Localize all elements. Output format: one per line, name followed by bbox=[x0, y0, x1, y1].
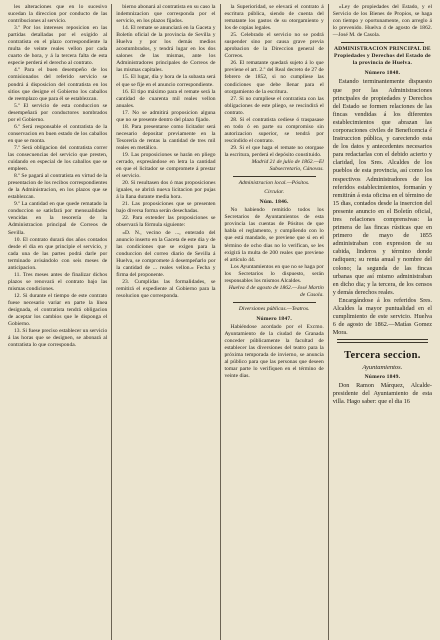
paragraph: 17. No se admitirá proposicion alguna que no se presente dentro del plazo fijado. bbox=[116, 109, 216, 123]
paragraph: 15. El lugar, dia y hora de la subasta será el que se fije en el anuncio correspondiente. bbox=[116, 74, 216, 88]
notice-body bbox=[333, 78, 432, 337]
paragraph: bierno abonará al contratista en su caso la indemnizacion que corresponda por el servicio, en los plazos fijados. bbox=[116, 4, 216, 25]
paragraph: 16. El tipo máximo para el remate será la cantidad de cuarenta mil reales vellon anuales. bbox=[116, 88, 216, 109]
paragraph: 11. Tres meses antes de finalizar dichos plazos se renovará el contrato bajo las mismas condiciones. bbox=[8, 271, 108, 292]
paragraph: No habiendo remitido todos los Secretarios de Ayuntamientos de esta provincia las cuentas de Pósitos de que habla el reglamento, y cumpliendo con lo que está mandado, se previene que si en el término de ocho dias no lo verifican, se les exigirá la multa de 200 reales que previene el artículo 44. bbox=[224, 207, 324, 263]
notice-body bbox=[333, 382, 432, 406]
section-title: Tercera seccion. bbox=[344, 349, 421, 361]
paragraph: 20. Si resultasen dos ó mas proposiciones iguales, se abrirá nueva licitacion por pujas á la llana durante media hora. bbox=[116, 180, 216, 201]
paragraph: 14. El remate se anunciará en la Gaceta y Boletín oficial de la provincia de Sevilla y Huelva y por los demás medios acostumbrados, y tendrá lugar en los dos salones de las mismas, ante los Administradores principales de Correos de las mismas capitales. bbox=[116, 25, 216, 74]
double-divider bbox=[337, 339, 428, 343]
paragraph: Los Ayuntamientos en que no se haga por los Secretarios lo dispuesto, serán responsables los mismos Alcaldes. bbox=[224, 263, 324, 284]
paragraph: 12. Si durante el tiempo de este contrato fuese necesario variar en parte la línea designada, el contratista tendrá obligacion de aceptar los cambios que le disponga el Gobierno. bbox=[8, 292, 108, 328]
paragraph: 5.º El servicio de esta conduccion se desempeñará por conductores nombrados por el Gobierno. bbox=[8, 102, 108, 123]
section-heading: ADMINISTRACION PRINCIPAL DE Propiedades y Derechos del Estado de la provincia de Huelva. bbox=[333, 46, 431, 67]
divider bbox=[341, 42, 424, 43]
paragraph: 7.º Será obligacion del contratista correr las consecuencias del servicio que presten, cuidando en especial de los caballos que se empleen. bbox=[8, 144, 108, 173]
signature: Huelva 4 de agosto de 1862.—José Martín de Casola. bbox=[228, 284, 324, 298]
paragraph: 4.º Para el buen desempeño de los comisionados del referido servicio se pondrá á disposicion del contratista en los sitios que designe el Gobierno los caballos de reemplazo que para él se establezcan. bbox=[8, 67, 108, 102]
paragraph: 25. Celebrado el servicio no se podrá suspender sino por causa grave previa aprobacion de la Direccion general de Correos. bbox=[224, 32, 324, 60]
paragraph: «D. N., vecino de ..., enterado del anuncio inserto en la Gaceta de este dia y de las condiciones que se exigen para la conduccion del correo diario de Sevilla á Huelva, se compromete á desempeñarlo por la cantidad de ... reales vellon.» Fecha y firma del proponente. bbox=[116, 229, 216, 278]
paragraph: 29. Si el que haga el remate no otorgase la escritura, perderá el depósito constituido. bbox=[224, 144, 324, 158]
paragraph: les alteraciones que en lo sucesivo sucedan la direccion por conducto de las contribuciones al servicio. bbox=[8, 4, 108, 25]
signature: Madrid 21 de julio de 1862.—El Subsecretario, Cánovas. bbox=[251, 159, 324, 173]
notice-number: Número 1847. bbox=[256, 315, 292, 322]
paragraph: Estando terminantemente dispuesto que por las Administraciones principales de propiedades y Derechos del Estado se formen relaciones de las fincas vendidas á los diferentes establecimientos que abrazan las corporaciones civiles de Beneficencia é Instruccion pública, y careciendo esta de los datos y antecedentes necesarios para redactarlas con el debido acierto y claridad, los Sres. Alcaldes de los pueblos de esta provincia, así como los respectivos Administradores de los referidos establecimientos, formarán y remitirán á esta oficina en el término de 15 dias, contados desde la insercion del presente anuncio en el Boletín oficial, tres relaciones comprensivas: la primera de las fincas rústicas que en primero de mayo de 1855 administraban con expresion de su cabida, linderos y término donde radiquen; su renta anual y nombre del colono; la segunda de las fincas urbanas que así mismo administraban en dicho dia; y la tercera, de los censos y demás derechos reales. bbox=[332, 78, 432, 296]
divider bbox=[233, 302, 316, 303]
paragraph: 21. Las proposiciones que se presenten bajo diversa forma serán desechadas. bbox=[116, 201, 216, 215]
divider bbox=[233, 176, 316, 177]
paragraph: 9.º La cantidad en que quede rematado la conduccion se satisfará por mensualidades vencidas en la tesorería de la Administracion principal de Correos de Sevilla. bbox=[8, 201, 108, 236]
paragraph: Habiéndose acordado por el Excmo. Ayuntamiento de la ciudad de Granada conceder públicamente la facultad de establecer las diversiones del teatro para la próxima temporada de invierno, se anuncia al público para que las personas que deseen tomar parte lo verifiquen en el término de veinte dias. bbox=[224, 323, 324, 380]
notice-number: Número 1849. bbox=[364, 373, 401, 380]
section-subtitle: Ayuntamientos. bbox=[362, 363, 403, 371]
paragraph: «Ley de propiedades del Estado, y el Servicio de los Bienes de Propios, se haga con tiempo y oportunamente, con arreglo á lo prevenido. Huelva 4 de agosto de 1862.—José M. de Casola. bbox=[332, 4, 432, 39]
notice-number: Número 1848. bbox=[364, 70, 401, 77]
column-2 bbox=[111, 4, 219, 640]
section-heading: Diversiones públicas.—Teatros. bbox=[238, 305, 310, 312]
subheading: Circular. bbox=[264, 189, 284, 196]
paragraph: Don Ramon Márquez, Alcalde-presidente del Ayuntamiento de esta villa. Hago saber: que el dia 16 bbox=[332, 382, 432, 406]
column-1 bbox=[4, 4, 111, 640]
paragraph: 13. Si fuese preciso establecer un servicio á las horas que se designen, se abonará al contratista lo que corresponda. bbox=[8, 328, 108, 349]
paragraph: 22. Para extender las proposiciones se observará la fórmula siguiente: bbox=[116, 215, 216, 229]
paragraph: 8.º Se pagará al contratista en virtud de la presentacion de los recibos correspondientes de la Administracion, en los plazos que se establezcan. bbox=[8, 173, 108, 201]
paragraph: 6.º Será responsable el contratista de la conservacion en buen estado de los caballos en que se monta. bbox=[8, 123, 108, 144]
paragraph: 10. El contrato durará dos años contados desde el dia en que principie el servicio, y cada una de las partes podrá darle por terminado avisándolo con seis meses de anticipacion. bbox=[8, 236, 108, 271]
paragraph: 26. El rematante quedará sujeto á lo que previene el art. 2.º del Real decreto de 27 de febrero de 1852, si no cumpliese las condiciones que debe llenar para el otorgamiento de la escritura. bbox=[224, 60, 324, 95]
section-heading: Administracion local.—Pósitos. bbox=[238, 180, 310, 187]
paragraph: 19. Las proposiciones se harán en pliego cerrado, expresándose en letra la cantidad en que el licitador se compromete á prestar el servicio. bbox=[116, 151, 216, 180]
paragraph: 28. Si el contratista cediese ó traspasase en todo ó en parte su compromiso sin autorizacion superior, se tendrá por rescindido el contrato. bbox=[224, 116, 324, 144]
paragraph: 27. Si no cumpliese el contratista con las obligaciones de este pliego, se rescindirá el contrato. bbox=[224, 95, 324, 116]
paragraph: 18. Para presentarse como licitador será necesario depositar previamente en la Tesorería de rentas la cantidad de tres mil reales en metálico. bbox=[116, 123, 216, 151]
paragraph: 23. Cumplidas las formalidades, se remitirá el expediente al Gobierno para la resolucion que corresponda. bbox=[116, 278, 216, 299]
column-4 bbox=[328, 4, 436, 640]
paragraph: la Superioridad, se elevará el contrato á escritura pública, siendo de cuenta del rematante los gastos de su otorgamiento y los de copias legales. bbox=[224, 4, 324, 32]
paragraph: 3.º Por los intereses reposicion en las partidas detalladas por el exigido al contratista en el plazo correspondiente la multa de veinte reales vellon por cada cuarto de hora, y á la tercera falta de esta especie perderá el derecho al contrato. bbox=[8, 25, 108, 67]
notice-number: Núm. 1846. bbox=[259, 199, 289, 206]
column-3 bbox=[220, 4, 328, 640]
paragraph: Encargándose á los referidos Sres. Alcaldes la mayor puntualidad en el cumplimiento de este servicio. Huelva 6 de agosto de 1862.—Matías Gomez Mora. bbox=[332, 296, 432, 337]
